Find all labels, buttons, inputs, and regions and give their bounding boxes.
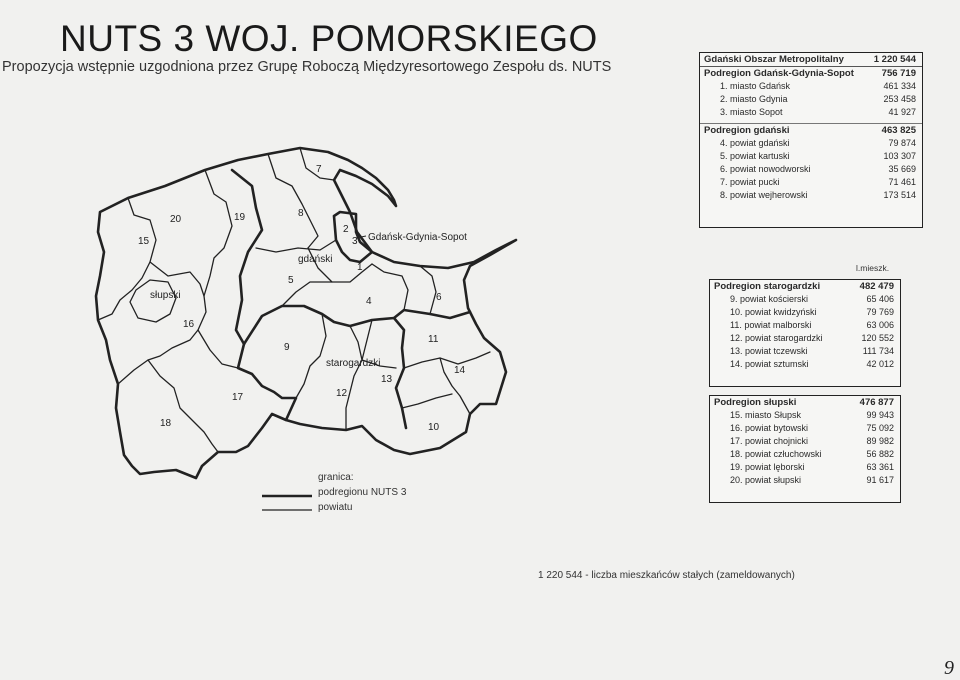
footnote: 1 220 544 - liczba mieszkańców stałych (zameldowanych) [538, 570, 795, 581]
table-row: 11. powiat malborski 63 006 [730, 320, 894, 330]
legend-title: granica: [318, 472, 354, 483]
table-row: 6. powiat nowodworski 35 669 [720, 164, 916, 174]
table-row-subregion: Podregion gdański 463 825 [700, 123, 922, 137]
table-row: 4. powiat gdański 79 874 [720, 138, 916, 148]
table-row-subregion: Podregion Gdańsk-Gdynia-Sopot 756 719 [704, 68, 916, 79]
table-row: 5. powiat kartuski 103 307 [720, 151, 916, 161]
table-row: 19. powiat lęborski 63 361 [730, 462, 894, 472]
label-12: 12 [336, 388, 348, 399]
label-13: 13 [381, 374, 393, 385]
table-row: 16. powiat bytowski 75 092 [730, 423, 894, 433]
table-row: 2. miasto Gdynia 253 458 [720, 94, 916, 104]
table-metropolitan [699, 52, 923, 228]
label-region-ggs: Gdańsk-Gdynia-Sopot [368, 232, 467, 243]
label-4: 4 [366, 296, 372, 307]
table-slupski [709, 395, 901, 503]
label-18: 18 [160, 418, 172, 429]
label-11: 11 [428, 334, 439, 345]
table-row: 1. miasto Gdańsk 461 334 [720, 81, 916, 91]
label-15: 15 [138, 236, 150, 247]
label-3: 3 [352, 236, 358, 247]
table-starogardzki [709, 279, 901, 387]
legend-item-county: powiatu [318, 502, 353, 513]
page-subtitle: Propozycja wstępnie uzgodniona przez Grupę Roboczą Międzyresortowego Zespołu ds. NUTS [2, 59, 612, 75]
label-region-starogardzki: starogardzki [326, 358, 381, 369]
table-row: 12. powiat starogardzki 120 552 [730, 333, 894, 343]
label-16: 16 [183, 319, 195, 330]
table-row-subregion: Podregion starogardzki 482 479 [714, 281, 894, 292]
table-row: 10. powiat kwidzyński 79 769 [730, 307, 894, 317]
table-row: 14. powiat sztumski 42 012 [730, 359, 894, 369]
table-row: 7. powiat pucki 71 461 [720, 177, 916, 187]
label-1: 1 [357, 262, 363, 273]
label-region-gdanski: gdański [298, 254, 333, 265]
label-9: 9 [284, 342, 290, 353]
legend-item-subregion: podregionu NUTS 3 [318, 487, 407, 498]
boundary-starogardzki-east [394, 318, 406, 428]
label-6: 6 [436, 292, 442, 303]
boundary-slupski-gdanski [232, 170, 262, 344]
table-row: 3. miasto Sopot 41 927 [720, 107, 916, 117]
label-2: 2 [343, 224, 349, 235]
table-row: 13. powiat tczewski 111 734 [730, 346, 894, 356]
label-8: 8 [298, 208, 304, 219]
table-row: 20. powiat słupski 91 617 [730, 475, 894, 485]
label-20: 20 [170, 214, 182, 225]
table-row: 15. miasto Słupsk 99 943 [730, 410, 894, 420]
label-10: 10 [428, 422, 440, 433]
label-region-slupski: słupski [150, 290, 181, 301]
label-14: 14 [454, 365, 466, 376]
label-7: 7 [316, 164, 322, 175]
table-row: 8. powiat wejherowski 173 514 [720, 190, 916, 200]
table-row: 18. powiat człuchowski 56 882 [730, 449, 894, 459]
table-row: 17. powiat chojnicki 89 982 [730, 436, 894, 446]
label-19: 19 [234, 212, 246, 223]
boundary-slupski-starogardzki [238, 344, 296, 420]
page-number: 9 [944, 657, 954, 679]
label-17: 17 [232, 392, 244, 403]
unit-label: l.mieszk. [856, 263, 890, 273]
page-title: NUTS 3 WOJ. POMORSKIEGO [60, 18, 598, 59]
table-row-subregion: Podregion słupski 476 877 [714, 397, 894, 408]
table-header-row: Gdański Obszar Metropolitalny 1 220 544 [700, 53, 922, 67]
outer-boundary [96, 148, 516, 478]
table-row: 9. powiat kościerski 65 406 [730, 294, 894, 304]
label-5: 5 [288, 275, 294, 286]
